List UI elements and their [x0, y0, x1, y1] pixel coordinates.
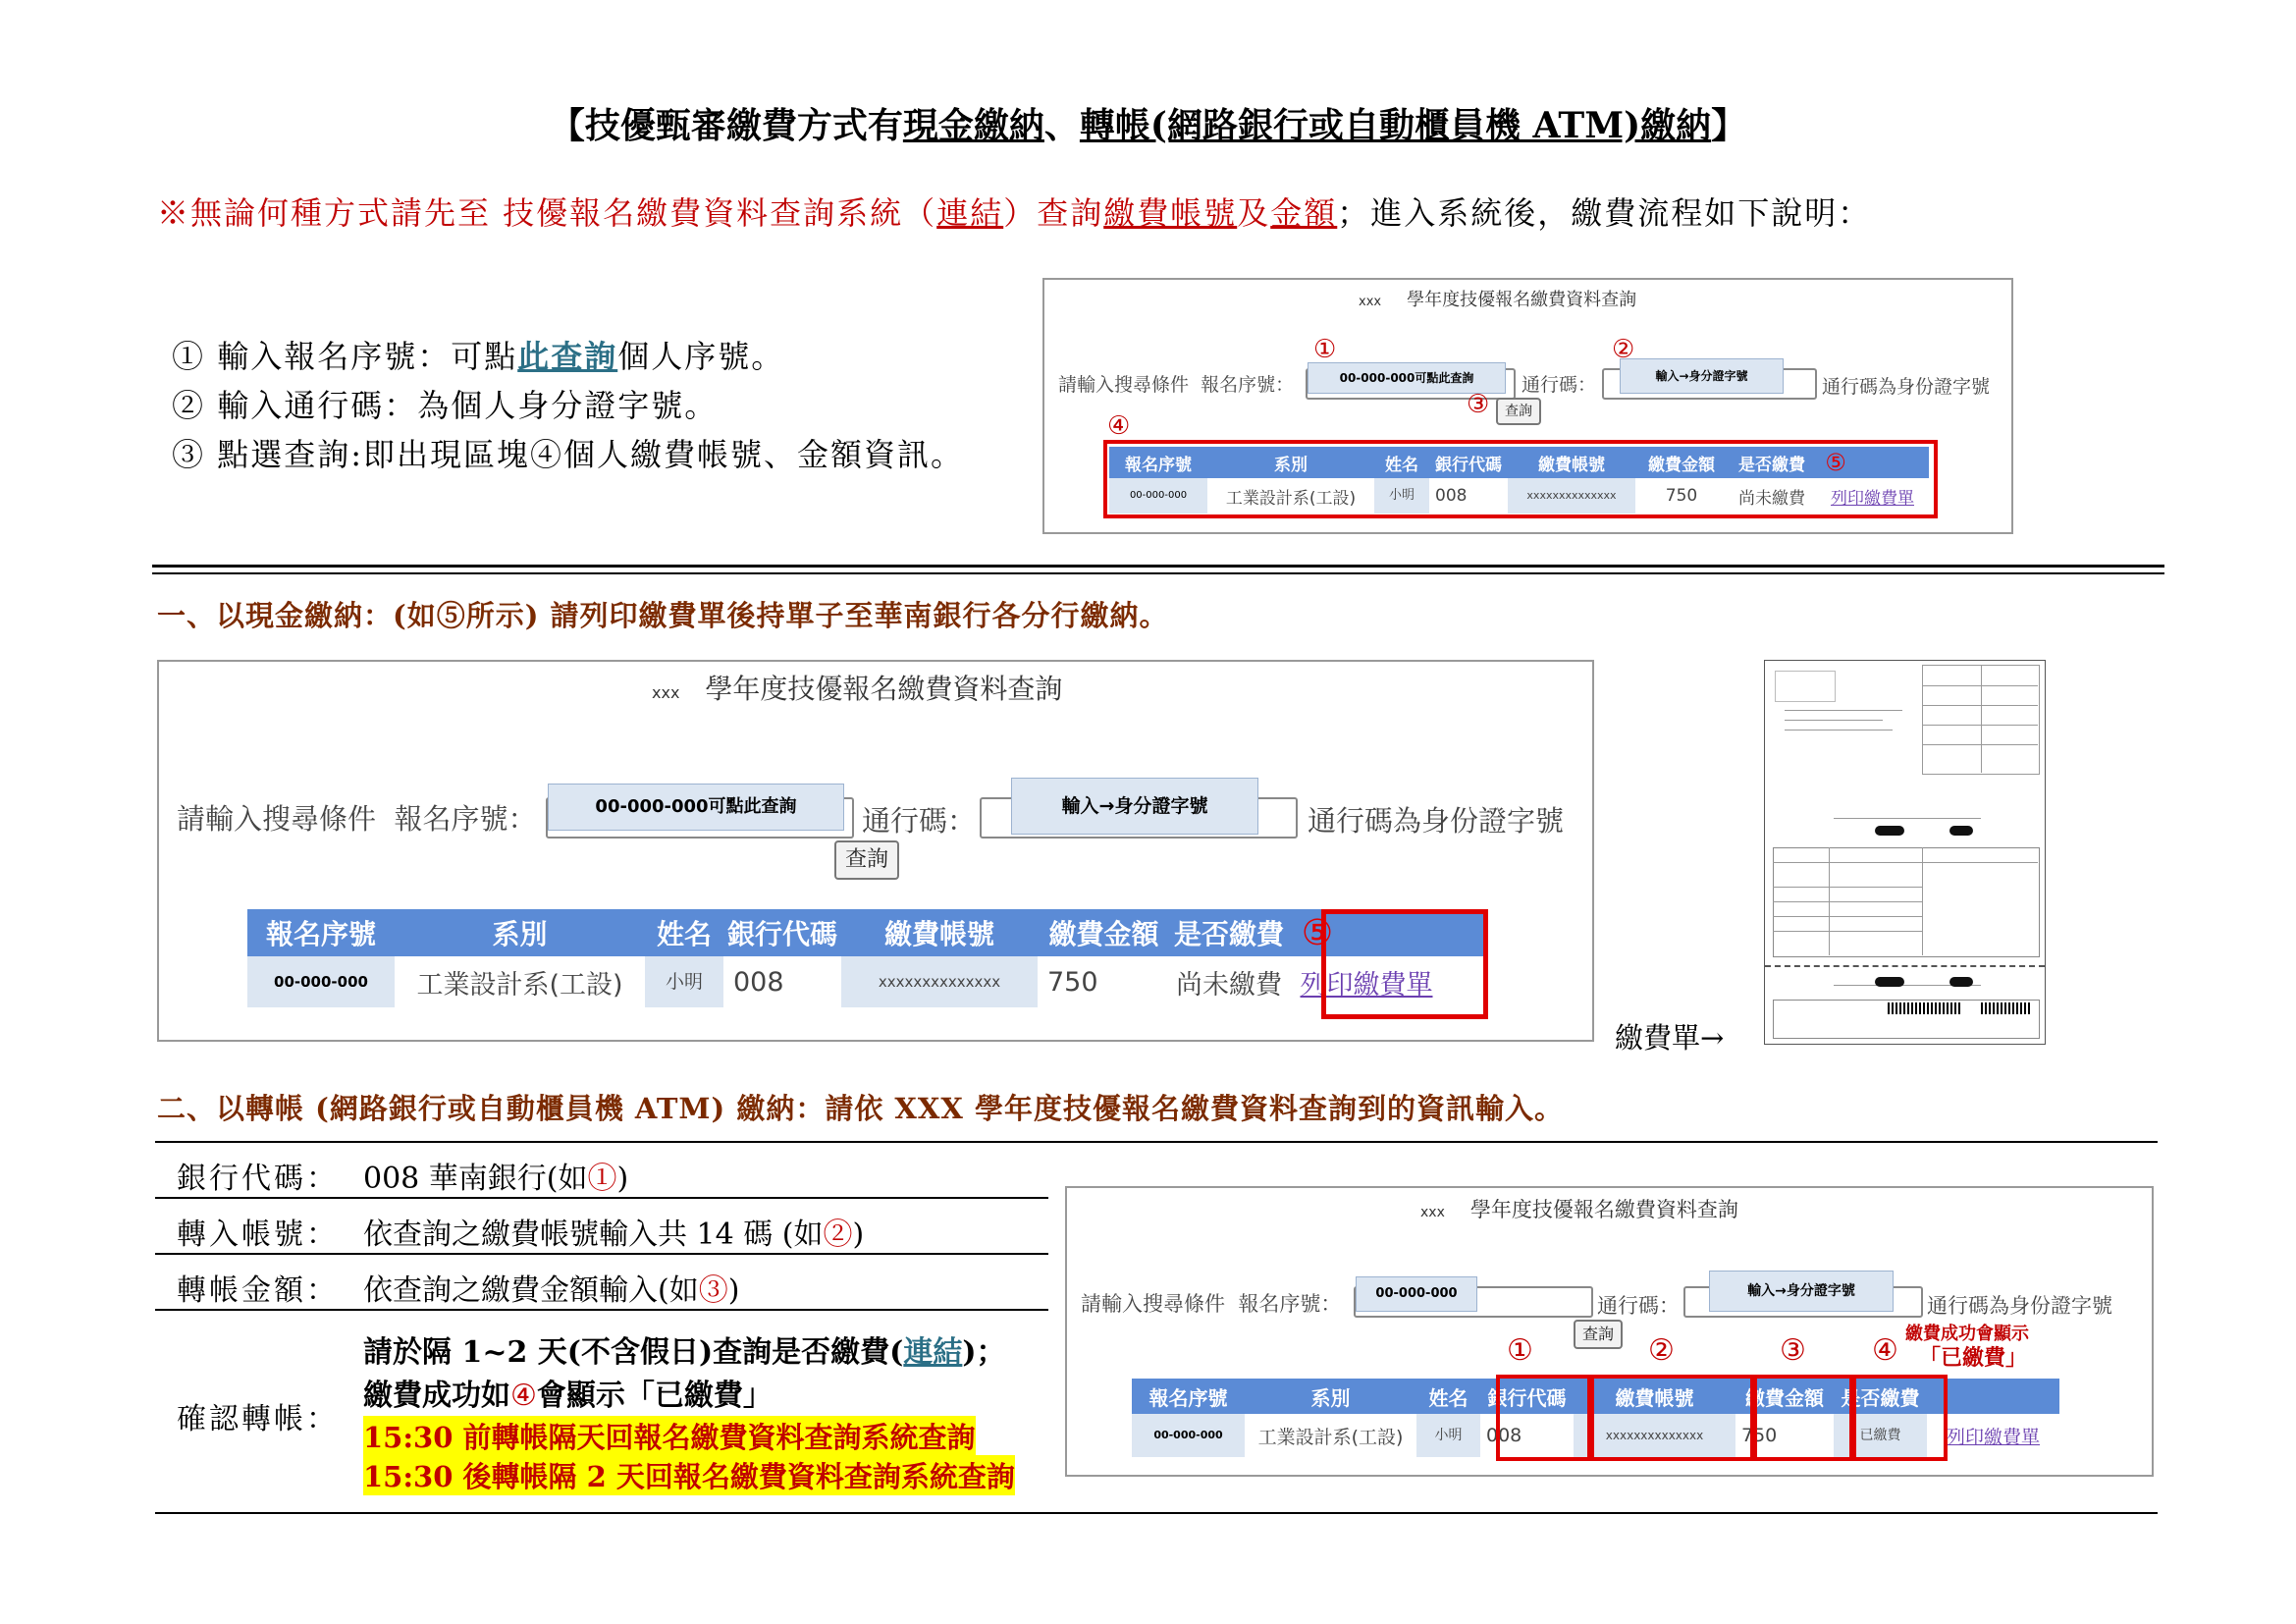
print-bill-link[interactable]: 列印繳費單: [1831, 488, 1914, 509]
confirm-line1: 請於隔 1~2 天(不含假日)查詢是否繳費(連結)；: [363, 1335, 1006, 1370]
query-button[interactable]: 查詢: [1496, 398, 1541, 425]
query-screenshot-top: xxx 學年度技優報名繳費資料查詢 請輸入搜尋條件 報名序號： 00-000-000可點此查詢 通行碼： 輸入→身分證字號 通行碼為身份證字號 查詢 ① ② ③ ④ 報名序號 系別 姓名 銀行代碼 繳費帳號 繳費金額 是否繳費 ⑤ 00-000-000 工業設計系(工設) 小明 008 xxxxxxxxxxxxxx 750 尚未繳費 列印繳費單: [1042, 278, 2013, 534]
step-item: ① 輸入報名序號：可點此查詢個人序號。: [172, 338, 785, 375]
result-highlight-box: [1103, 440, 1938, 518]
print-highlight-box: [1321, 909, 1488, 1019]
result-table-header: 報名序號 系別 姓名 銀行代碼 繳費帳號 繳費金額 是否繳費: [1132, 1379, 2059, 1414]
amount-highlight: [1753, 1375, 1853, 1461]
paid-label: 「已繳費」: [1919, 1346, 2028, 1371]
divider: [152, 565, 2164, 568]
bill-label: 繳費單→: [1615, 1021, 1725, 1055]
result-table-header: 報名序號 系別 姓名 銀行代碼 繳費帳號 繳費金額 是否繳費 ⑤: [1109, 447, 1929, 478]
panel-title: xxx 學年度技優報名繳費資料查詢: [1420, 1198, 1738, 1221]
table-rule: [155, 1141, 2158, 1143]
panel-title: xxx 學年度技優報名繳費資料查詢: [652, 673, 1063, 705]
result-table-row: 00-000-000 工業設計系(工設) 小明 008 xxxxxxxxxxxxxx 750 尚未繳費 列印繳費單: [247, 956, 1484, 1007]
page-title: 【技優甄審繳費方式有現金繳納、轉帳(網路銀行或自動櫃員機 ATM)繳納】: [549, 105, 1747, 146]
table-rule: [155, 1309, 1048, 1311]
bank-code-highlight: [1496, 1375, 1591, 1461]
result-table-header: 報名序號 系別 姓名 銀行代碼 繳費帳號 繳費金額 是否繳費 ⑤: [247, 909, 1484, 956]
serial-lookup-link[interactable]: 此查詢: [517, 338, 618, 375]
paid-status: 已繳費: [1834, 1414, 1927, 1457]
notice-after-1530: 15:30 後轉帳隔 2 天回報名繳費資料查詢系統查詢: [363, 1455, 1015, 1495]
bank-code-label: 銀行代碼：: [177, 1162, 339, 1196]
account-value: 依查詢之繳費帳號輸入共 14 碼 (如②): [363, 1218, 865, 1252]
section1-heading: 一、以現金繳納：(如⑤所示) 請列印繳費單後持單子至華南銀行各分行繳納。: [157, 599, 1169, 632]
query-screenshot-cash: xxx 學年度技優報名繳費資料查詢 請輸入搜尋條件 報名序號： 00-000-000可點此查詢 通行碼： 輸入→身分證字號 通行碼為身份證字號 查詢 報名序號 系別 姓名 銀行代碼 繳費帳號 繳費金額 是否繳費 ⑤ 00-000-000 工業設計系(工設) 小明 008 xxxxxxxxxxxxxx 750 尚未繳費 列印繳費單: [157, 660, 1594, 1042]
table-rule: [155, 1197, 1048, 1199]
status-highlight: [1852, 1375, 1948, 1461]
query-button[interactable]: 查詢: [1574, 1320, 1623, 1349]
bank-code-value: 008 華南銀行(如①): [363, 1162, 629, 1196]
table-rule: [155, 1253, 1048, 1255]
result-table-row: 00-000-000 工業設計系(工設) 小明 008 xxxxxxxxxxxxxx 750 已繳費 列印繳費單: [1132, 1414, 2059, 1457]
print-bill-link[interactable]: 列印繳費單: [1946, 1426, 2040, 1448]
section2-heading: 二、以轉帳 (網路銀行或自動櫃員機 ATM) 繳納：請依 XXX 學年度技優報名繳費資料查詢到的資訊輸入。: [157, 1092, 1565, 1125]
notice-line: ※無論何種方式請先至 技優報名繳費資料查詢系統（連結）查詢繳費帳號及金額；進入系統後，繳費流程如下說明：: [157, 194, 1872, 232]
account-label: 轉入帳號：: [177, 1218, 339, 1252]
print-bill-link[interactable]: 列印繳費單: [1300, 969, 1433, 1001]
result-table-row: 00-000-000 工業設計系(工設) 小明 008 xxxxxxxxxxxxxx 750 尚未繳費 列印繳費單: [1109, 478, 1929, 514]
query-screenshot-paid: xxx 學年度技優報名繳費資料查詢 請輸入搜尋條件 報名序號： 00-000-000 通行碼： 輸入→身分證字號 通行碼為身份證字號 查詢 ① ② ③ ④ 繳費成功會顯示 「已繳費」 報名序號 系別 姓名 銀行代碼 繳費帳號 繳費金額 是否繳費 00-000-000 工業設計系(工設) 小明 008 xxxxxxxxxxxxxx 750 已繳費 列印繳費單: [1065, 1186, 2154, 1477]
divider: [152, 572, 2164, 574]
confirm-label: 確認轉帳：: [177, 1402, 339, 1436]
step-item: ② 輸入通行碼：為個人身分證字號。: [172, 387, 719, 424]
confirm-line2: 繳費成功如④會顯示「已繳費」: [363, 1379, 773, 1413]
query-button[interactable]: 查詢: [834, 840, 899, 880]
panel-title: xxx 學年度技優報名繳費資料查詢: [1359, 290, 1637, 310]
bill-thumbnail: [1764, 660, 2046, 1045]
account-highlight: [1590, 1375, 1754, 1461]
paid-note: 繳費成功會顯示: [1905, 1324, 2029, 1344]
step-list: [172, 332, 964, 479]
query-system-link[interactable]: 連結: [936, 194, 1004, 232]
payment-check-link[interactable]: 連結: [903, 1335, 963, 1370]
amount-label: 轉帳金額：: [177, 1273, 339, 1308]
table-rule: [155, 1512, 2158, 1514]
amount-value: 依查詢之繳費金額輸入(如③): [363, 1273, 740, 1308]
step-item: ③ 點選查詢:即出現區塊④個人繳費帳號、金額資訊。: [172, 436, 964, 473]
notice-before-1530: 15:30 前轉帳隔天回報名繳費資料查詢系統查詢: [363, 1416, 976, 1456]
